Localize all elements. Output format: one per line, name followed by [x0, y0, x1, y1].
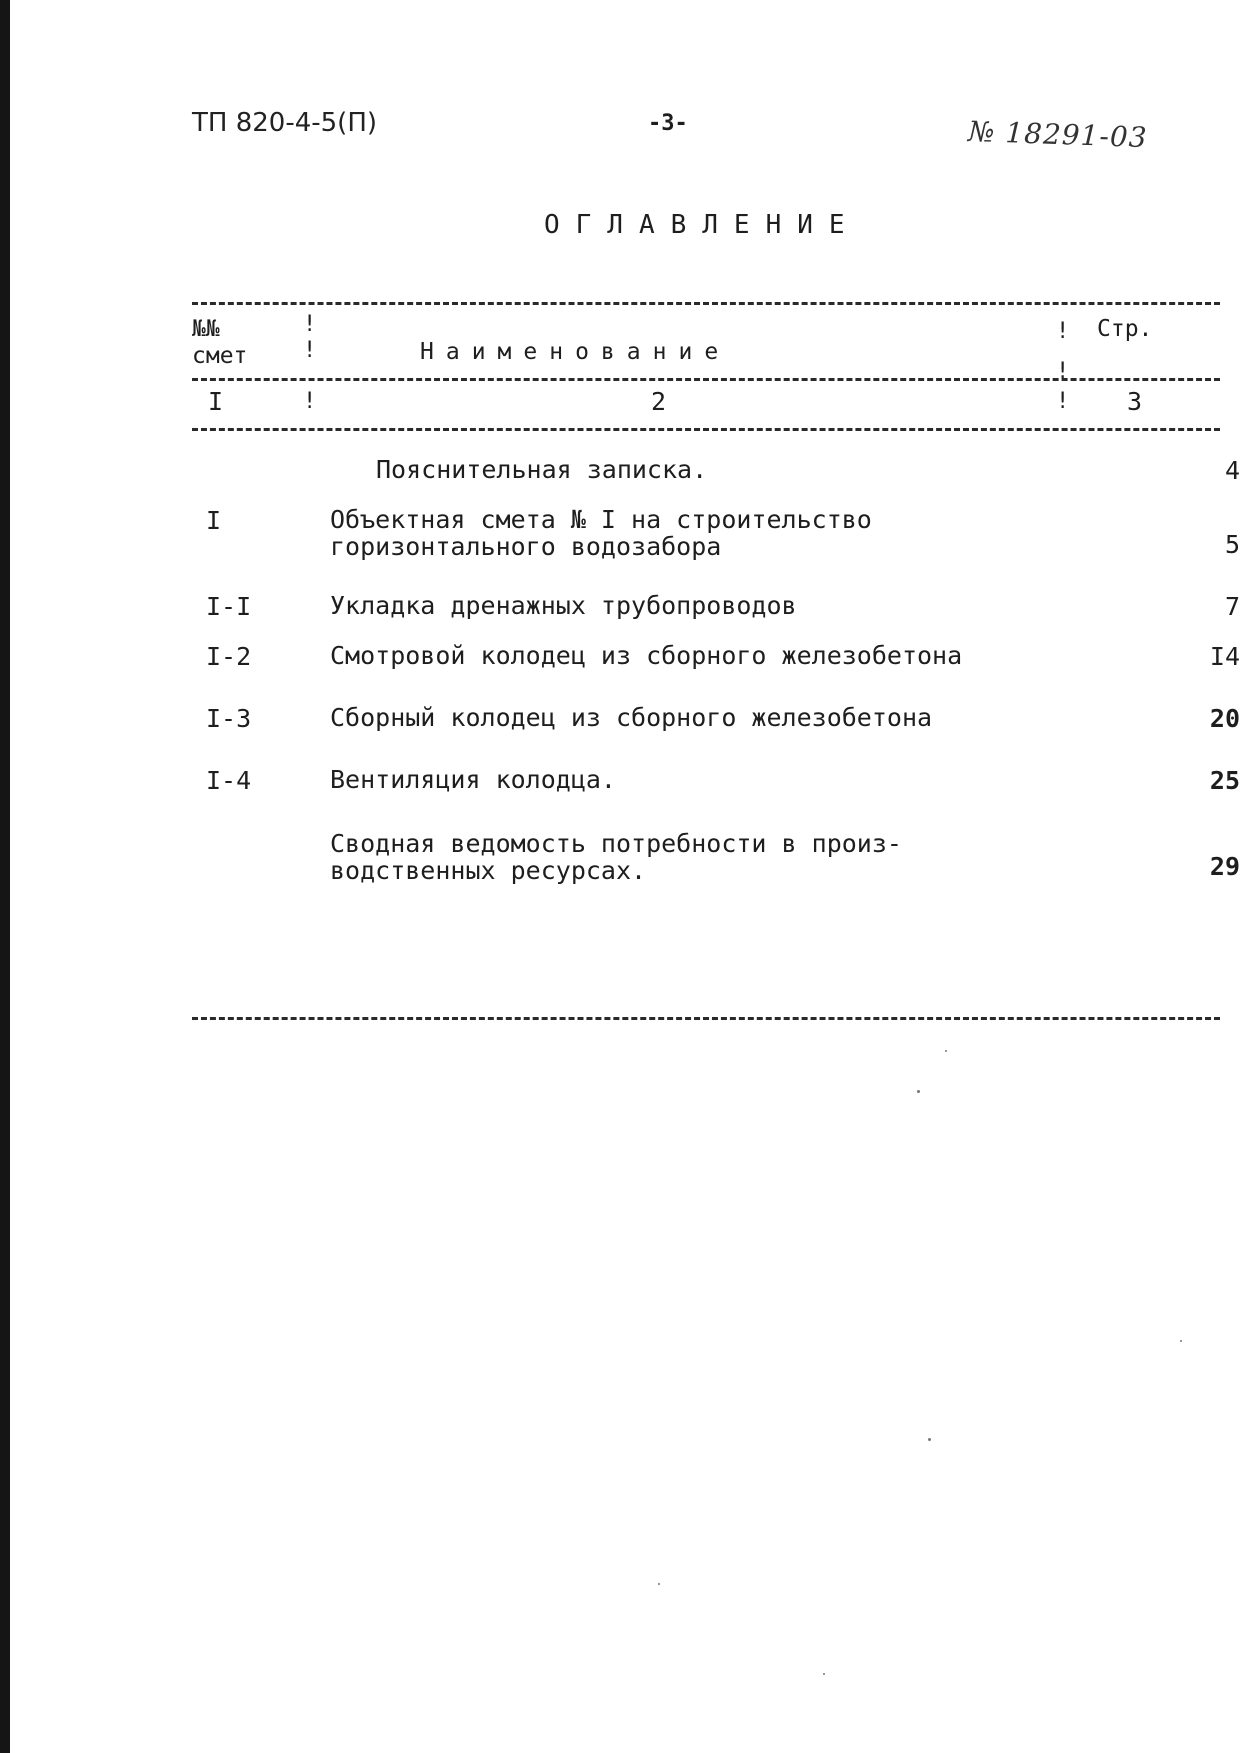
column-separator: !	[303, 389, 317, 414]
entry-page: 5	[1224, 530, 1240, 559]
scan-speck	[823, 1673, 825, 1675]
estimate-code: I-4	[206, 766, 252, 795]
column-number: 2	[651, 387, 667, 416]
scan-speck	[658, 1583, 660, 1585]
table-header-rule	[192, 378, 1220, 381]
entry-name: Сборный колодец из сборного железобетона	[330, 703, 933, 732]
entry-name: Сводная ведомость потребности в произ- водственных ресурсах.	[330, 829, 902, 885]
registration-number: № 18291-03	[967, 114, 1149, 155]
column-separator: !	[1056, 389, 1070, 414]
entry-page: 25	[1209, 766, 1240, 795]
entry-page: 7	[1224, 592, 1240, 621]
estimate-code: I	[206, 506, 222, 535]
header-name: Наименование	[420, 339, 731, 365]
column-number: I	[208, 387, 224, 416]
column-separator: ! !	[1056, 319, 1070, 384]
scan-left-edge	[0, 0, 10, 1753]
header-page: Стр.	[1097, 316, 1153, 342]
entry-page: I4	[1209, 642, 1240, 671]
entry-name: Укладка дренажных трубопроводов	[330, 591, 797, 620]
entry-name: Пояснительная записка.	[376, 455, 708, 484]
table-bottom-rule	[192, 1017, 1220, 1020]
scan-speck	[1180, 1340, 1182, 1342]
column-number: 3	[1127, 387, 1143, 416]
table-columns-rule	[192, 428, 1220, 431]
page-number: -3-	[648, 111, 688, 136]
entry-page: 29	[1209, 852, 1240, 881]
estimate-code: I-2	[206, 642, 252, 671]
header-estimate-number: №№ смет	[192, 316, 248, 369]
document-code: ТП 820-4-5(П)	[192, 108, 378, 138]
entry-page: 4	[1224, 456, 1240, 485]
entry-name: Вентиляция колодца.	[330, 765, 616, 794]
column-separator: ! !	[303, 312, 317, 363]
entry-page: 20	[1209, 704, 1240, 733]
scan-speck	[928, 1438, 931, 1441]
scan-speck	[917, 1090, 920, 1093]
document-title: ОГЛАВЛЕНИЕ	[544, 210, 861, 240]
table-top-rule	[192, 302, 1220, 305]
estimate-code: I-3	[206, 704, 252, 733]
scan-speck	[945, 1050, 947, 1052]
entry-name: Смотровой колодец из сборного железобетона	[330, 641, 963, 670]
entry-name: Объектная смета № I на строительство горизонтального водозабора	[330, 505, 872, 561]
estimate-code: I-I	[206, 592, 252, 621]
